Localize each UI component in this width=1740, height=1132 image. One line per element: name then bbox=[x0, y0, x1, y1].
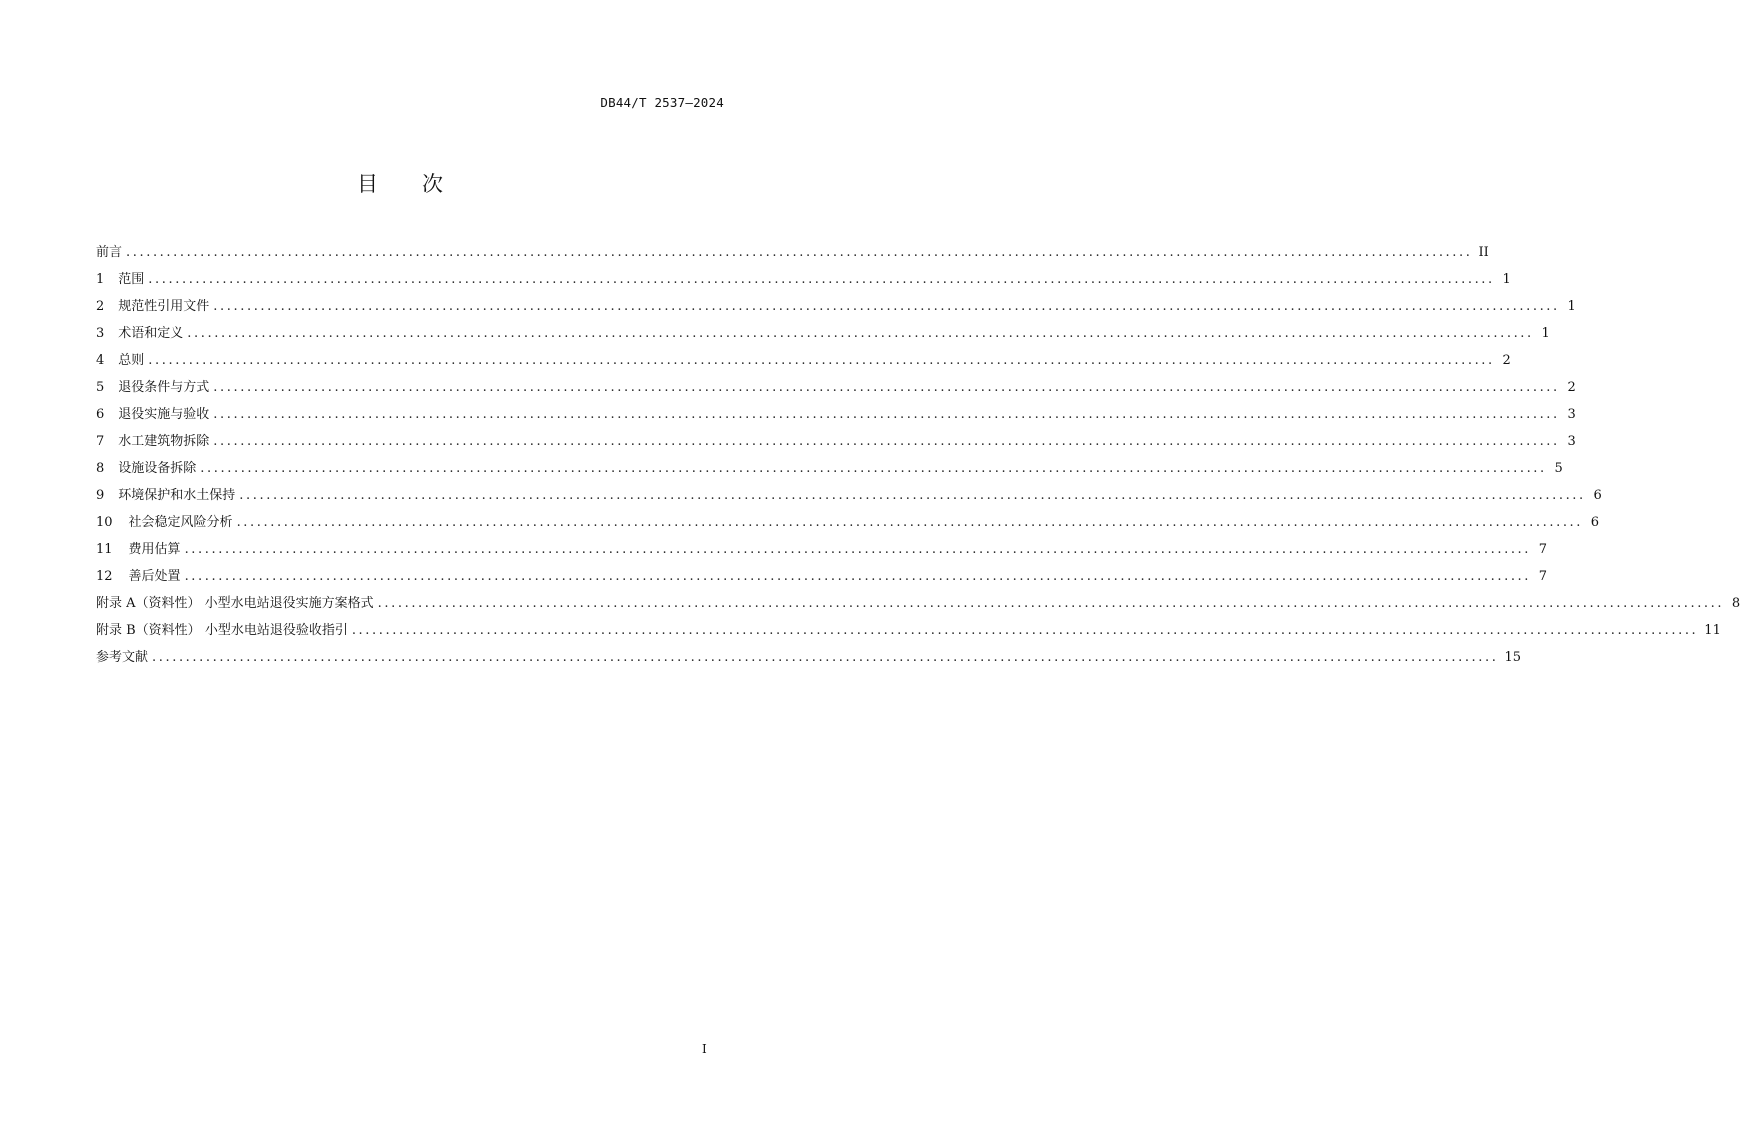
toc-entry-page: 8 bbox=[1731, 596, 1740, 611]
page-title bbox=[0, 168, 800, 198]
toc-entry-label: 规范性引用文件 bbox=[118, 299, 210, 314]
toc-entry-label: 水工建筑物拆除 bbox=[118, 434, 210, 449]
toc-entry[interactable] bbox=[96, 511, 1600, 538]
toc-entry[interactable] bbox=[96, 403, 1576, 430]
toc-entry-label: 社会稳定风险分析 bbox=[128, 515, 233, 530]
toc-entry-label: 退役条件与方式 bbox=[118, 380, 210, 395]
toc-entry[interactable] bbox=[96, 376, 1576, 403]
toc-leader-dots: ........................................................................................................................................................................................................ bbox=[148, 272, 1495, 287]
toc-entry-page: 11 bbox=[1704, 623, 1721, 638]
toc-entry[interactable] bbox=[96, 295, 1576, 322]
toc-entry-number: 8 bbox=[96, 461, 105, 476]
toc-leader-dots: ........................................................................................................................................................................................................ bbox=[213, 299, 1560, 314]
toc-entry-number: 4 bbox=[96, 353, 105, 368]
toc-entry[interactable] bbox=[96, 565, 1548, 592]
toc-entry-label: 范围 bbox=[118, 272, 145, 287]
toc-leader-dots: ........................................................................................................................................................................................................ bbox=[213, 407, 1560, 422]
toc-entry-number: 12 bbox=[96, 569, 113, 584]
toc-entry-label: 术语和定义 bbox=[118, 326, 184, 341]
toc-entry-label: 环境保护和水土保持 bbox=[118, 488, 236, 503]
toc-entry-page: 7 bbox=[1538, 569, 1548, 584]
title-char-2: 次 bbox=[422, 172, 443, 196]
toc-entry-number: 10 bbox=[96, 515, 113, 530]
toc-leader-dots: ........................................................................................................................................................................................................ bbox=[213, 380, 1560, 395]
toc-entry-number: 9 bbox=[96, 488, 105, 503]
toc-leader-dots: ........................................................................................................................................................................................................ bbox=[184, 569, 1532, 584]
toc-entry[interactable] bbox=[96, 457, 1563, 484]
toc-leader-dots: ........................................................................................................................................................................................................ bbox=[377, 596, 1725, 611]
toc-entry-page: 15 bbox=[1504, 650, 1522, 665]
toc-entry-page: 3 bbox=[1567, 407, 1576, 422]
toc-entry[interactable] bbox=[96, 322, 1550, 349]
toc-entry-label: 附录 A（资料性） 小型水电站退役实施方案格式 bbox=[96, 596, 374, 611]
toc-entry-number: 5 bbox=[96, 380, 105, 395]
toc-leader-dots: ........................................................................................................................................................................................................ bbox=[126, 245, 1473, 260]
toc-entry-label: 设施设备拆除 bbox=[118, 461, 197, 476]
footer-page-number: I bbox=[702, 1042, 707, 1056]
table-of-contents bbox=[96, 241, 1740, 673]
toc-leader-dots: ........................................................................................................................................................................................................ bbox=[187, 326, 1534, 341]
toc-entry-page: 1 bbox=[1502, 272, 1511, 287]
toc-entry[interactable] bbox=[96, 349, 1511, 376]
toc-leader-dots: ........................................................................................................................................................................................................ bbox=[184, 542, 1532, 557]
toc-entry[interactable] bbox=[96, 538, 1548, 565]
toc-entry-number: 11 bbox=[96, 542, 113, 557]
toc-entry-page: 2 bbox=[1567, 380, 1576, 395]
toc-leader-dots: ........................................................................................................................................................................................................ bbox=[239, 488, 1586, 503]
toc-leader-dots: ........................................................................................................................................................................................................ bbox=[200, 461, 1547, 476]
toc-entry-label: 退役实施与验收 bbox=[118, 407, 210, 422]
title-char-1: 目 bbox=[357, 172, 378, 196]
toc-entry-page: 6 bbox=[1590, 515, 1600, 530]
toc-entry-page: 7 bbox=[1538, 542, 1548, 557]
toc-entry-number: 3 bbox=[96, 326, 105, 341]
toc-entry-page: 3 bbox=[1567, 434, 1576, 449]
toc-entry[interactable] bbox=[96, 592, 1740, 619]
toc-leader-dots: ........................................................................................................................................................................................................ bbox=[213, 434, 1560, 449]
toc-entry-label: 参考文献 bbox=[96, 650, 149, 665]
toc-leader-dots: ........................................................................................................................................................................................................ bbox=[148, 353, 1495, 368]
toc-entry-number: 2 bbox=[96, 299, 105, 314]
toc-entry-page: 6 bbox=[1593, 488, 1602, 503]
toc-entry-label: 前言 bbox=[96, 245, 123, 260]
toc-entry[interactable] bbox=[96, 646, 1522, 673]
document-code: DB44/T 2537—2024 bbox=[600, 95, 724, 110]
toc-entry[interactable] bbox=[96, 430, 1576, 457]
toc-entry-page: 2 bbox=[1502, 353, 1511, 368]
toc-leader-dots: ........................................................................................................................................................................................................ bbox=[236, 515, 1584, 530]
toc-entry-number: 6 bbox=[96, 407, 105, 422]
toc-entry-number: 1 bbox=[96, 272, 105, 287]
toc-entry-label: 附录 B（资料性） 小型水电站退役验收指引 bbox=[96, 623, 348, 638]
toc-leader-dots: ........................................................................................................................................................................................................ bbox=[351, 623, 1699, 638]
toc-entry-page: 1 bbox=[1567, 299, 1576, 314]
toc-entry[interactable] bbox=[96, 484, 1602, 511]
toc-entry-page: II bbox=[1478, 245, 1489, 260]
toc-entry-label: 费用估算 bbox=[128, 542, 181, 557]
toc-entry-number: 7 bbox=[96, 434, 105, 449]
toc-entry[interactable] bbox=[96, 268, 1511, 295]
toc-entry-page: 5 bbox=[1554, 461, 1563, 476]
toc-entry[interactable] bbox=[96, 619, 1721, 646]
toc-entry-label: 总则 bbox=[118, 353, 145, 368]
toc-entry[interactable] bbox=[96, 241, 1489, 268]
toc-leader-dots: ........................................................................................................................................................................................................ bbox=[152, 650, 1499, 665]
toc-entry-label: 善后处置 bbox=[128, 569, 181, 584]
toc-entry-page: 1 bbox=[1541, 326, 1550, 341]
